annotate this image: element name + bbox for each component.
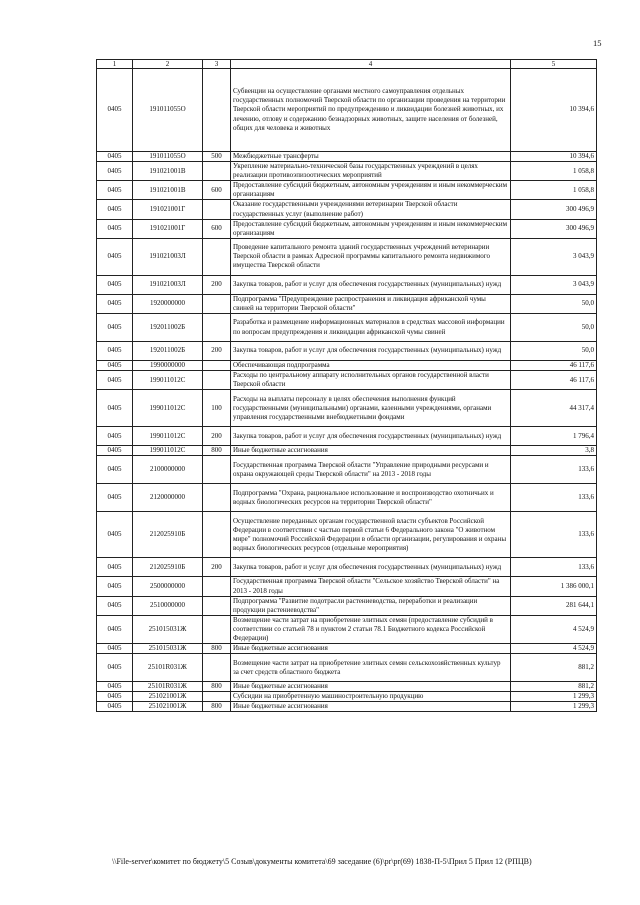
row-target-article: 191011055O [133,69,203,152]
row-section-code: 0405 [97,427,133,446]
table-row [97,181,597,200]
row-amount: 1 058,8 [511,162,597,181]
row-expense-type: 600 [203,181,231,200]
row-section-code: 0405 [97,644,133,654]
row-description: Субсидии на приобретенную машиностроительную продукцию [231,692,511,702]
row-amount: 1 058,8 [511,181,597,200]
row-expense-type: 800 [203,682,231,692]
row-description: Закупка товаров, работ и услуг для обеспечения государственных (муниципальных) нужд [231,427,511,446]
row-section-code: 0405 [97,615,133,643]
row-target-article: 199011012С [133,446,203,456]
row-target-article: 191021001Г [133,200,203,219]
header-col-3: 3 [203,60,231,69]
row-section-code: 0405 [97,342,133,361]
row-section-code: 0405 [97,314,133,342]
row-section-code: 0405 [97,69,133,152]
row-target-article: 191011055O [133,152,203,162]
row-amount: 4 524,9 [511,615,597,643]
row-amount: 133,6 [511,456,597,484]
row-target-article: 2120000000 [133,484,203,512]
row-expense-type: 800 [203,446,231,456]
table-row [97,162,597,181]
row-amount: 881,2 [511,654,597,682]
table-row [97,69,597,152]
header-col-1: 1 [97,60,133,69]
row-amount: 281 644,1 [511,596,597,615]
table-row [97,390,597,427]
row-expense-type: 500 [203,152,231,162]
row-target-article: 2100000000 [133,456,203,484]
row-expense-type [203,371,231,390]
row-description: Предоставление субсидий бюджетным, автономным учреждениям и иным некоммерческим организациям [231,181,511,200]
row-target-article: 2500000000 [133,577,203,596]
row-description: Укрепление материально-технической базы государственных учреждений в целях реализации противоэпизоотических мероприятий [231,162,511,181]
table-row [97,314,597,342]
row-target-article: 192011002Б [133,314,203,342]
row-description: Подпрограмма "Предупреждение распространения и ликвидация африканской чумы свиней на территории Тверской области" [231,294,511,313]
row-expense-type [203,615,231,643]
row-section-code: 0405 [97,577,133,596]
row-target-article: 192011002Б [133,342,203,361]
row-amount: 44 317,4 [511,390,597,427]
row-section-code: 0405 [97,181,133,200]
table-header-row [97,60,597,69]
row-expense-type: 200 [203,342,231,361]
table-row [97,456,597,484]
row-section-code: 0405 [97,162,133,181]
row-amount: 3 043,9 [511,275,597,294]
row-expense-type: 200 [203,427,231,446]
row-amount: 10 394,6 [511,69,597,152]
row-description: Иные бюджетные ассигнования [231,644,511,654]
row-amount: 300 496,9 [511,200,597,219]
row-amount: 133,6 [511,512,597,558]
row-target-article: 251021001Ж [133,692,203,702]
row-expense-type [203,238,231,275]
row-description: Проведение капитального ремонта зданий государственных учреждений ветеринарии Тверской области в рамках Адресной программы капитального ремонта недвижимого имущества Тверской области [231,238,511,275]
table-row [97,644,597,654]
row-section-code: 0405 [97,200,133,219]
row-description: Закупка товаров, работ и услуг для обеспечения государственных (муниципальных) нужд [231,342,511,361]
table-row [97,577,597,596]
table-row [97,682,597,692]
row-target-article: 212025910Б [133,512,203,558]
table-row [97,702,597,712]
row-section-code: 0405 [97,558,133,577]
row-amount: 46 117,6 [511,371,597,390]
row-amount: 1 386 000,1 [511,577,597,596]
row-description: Оказание государственными учреждениями ветеринарии Тверской области государственных услуг (выполнение работ) [231,200,511,219]
row-expense-type [203,654,231,682]
row-expense-type [203,577,231,596]
row-target-article: 191021003Л [133,275,203,294]
header-col-2: 2 [133,60,203,69]
row-section-code: 0405 [97,512,133,558]
row-target-article: 191021001В [133,162,203,181]
row-expense-type: 800 [203,644,231,654]
row-target-article: 25101R031Ж [133,682,203,692]
row-amount: 881,2 [511,682,597,692]
table-row [97,512,597,558]
table-row [97,371,597,390]
row-description: Осуществление переданных органам государственной власти субъектов Российской Федерации в соответствии с частью первой статьи 6 Федерального закона "О животном мире" полномочий Российской Федерации в области организации, регулирования и охраны водных биологических ресурсов (отдельные мероприятия) [231,512,511,558]
row-section-code: 0405 [97,219,133,238]
file-path-footer: \\File-server\комитет по бюджету\5 Созыв\документы комитета\69 заседание (6)\pr\pr(69) 1838-П-5\Прил 5 Прил 12 (РПЦВ) [112,857,532,866]
row-section-code: 0405 [97,654,133,682]
row-description: Закупка товаров, работ и услуг для обеспечения государственных (муниципальных) нужд [231,558,511,577]
row-section-code: 0405 [97,152,133,162]
row-section-code: 0405 [97,456,133,484]
row-target-article: 251021001Ж [133,702,203,712]
header-col-4: 4 [231,60,511,69]
row-expense-type [203,692,231,702]
table-row [97,275,597,294]
row-description: Государственная программа Тверской области "Сельское хозяйство Тверской области" на 2013 - 2018 годы [231,577,511,596]
row-description: Расходы по центральному аппарату исполнительных органов государственной власти Тверской области [231,371,511,390]
row-expense-type [203,361,231,371]
row-target-article: 191021001Г [133,219,203,238]
table-row [97,596,597,615]
row-expense-type [203,294,231,313]
row-description: Обеспечивающая подпрограмма [231,361,511,371]
row-expense-type: 100 [203,390,231,427]
row-expense-type [203,69,231,152]
row-section-code: 0405 [97,275,133,294]
row-description: Расходы на выплаты персоналу в целях обеспечения выполнения функций государственными (муниципальными) органами, казенными учреждениями, органами управления государственными внебюджетными фондами [231,390,511,427]
table-row [97,238,597,275]
row-amount: 3,8 [511,446,597,456]
row-amount: 133,6 [511,558,597,577]
table-row [97,427,597,446]
row-amount: 1 299,3 [511,692,597,702]
row-section-code: 0405 [97,484,133,512]
table-row [97,200,597,219]
row-description: Иные бюджетные ассигнования [231,446,511,456]
table-row [97,484,597,512]
row-description: Подпрограмма "Развитие подотрасли растениеводства, переработки и реализации продукции растениеводства" [231,596,511,615]
row-amount: 1 796,4 [511,427,597,446]
row-expense-type: 200 [203,275,231,294]
row-section-code: 0405 [97,596,133,615]
row-expense-type: 600 [203,219,231,238]
table-row [97,654,597,682]
page-number: 15 [593,38,602,48]
row-section-code: 0405 [97,238,133,275]
row-target-article: 199011012С [133,427,203,446]
budget-table [96,59,597,712]
row-section-code: 0405 [97,294,133,313]
row-amount: 133,6 [511,484,597,512]
row-description: Возмещение части затрат на приобретение элитных семян сельскохозяйственных культур за счет средств областного бюджета [231,654,511,682]
row-target-article: 25101R031Ж [133,654,203,682]
row-expense-type [203,314,231,342]
row-amount: 300 496,9 [511,219,597,238]
table-row [97,342,597,361]
row-expense-type [203,200,231,219]
row-description: Иные бюджетные ассигнования [231,702,511,712]
row-amount: 50,0 [511,294,597,313]
row-amount: 4 524,9 [511,644,597,654]
row-expense-type [203,484,231,512]
row-description: Подпрограмма "Охрана, рациональное использование и воспроизводство охотничьих и водных биологических ресурсов на территории Тверской области" [231,484,511,512]
row-amount: 46 117,6 [511,361,597,371]
table-row [97,219,597,238]
row-amount: 3 043,9 [511,238,597,275]
row-target-article: 251015031Ж [133,644,203,654]
row-expense-type [203,596,231,615]
table-row [97,692,597,702]
table-row [97,294,597,313]
row-section-code: 0405 [97,702,133,712]
header-col-5: 5 [511,60,597,69]
row-description: Субвенции на осуществление органами местного самоуправления отдельных государственных полномочий Тверской области по организации проведения на территории Тверской области мероприятий по предупреждению и ликвидации болезней животных, их лечению, отлову и содержанию безнадзорных животных, защите населения от болезней, общих для человека и животных [231,69,511,152]
table-row [97,615,597,643]
row-target-article: 1990000000 [133,361,203,371]
row-section-code: 0405 [97,692,133,702]
row-expense-type: 800 [203,702,231,712]
table-row [97,446,597,456]
row-target-article: 2510000000 [133,596,203,615]
row-amount: 1 299,3 [511,702,597,712]
row-target-article: 191021003Л [133,238,203,275]
row-description: Закупка товаров, работ и услуг для обеспечения государственных (муниципальных) нужд [231,275,511,294]
row-target-article: 191021001В [133,181,203,200]
row-amount: 50,0 [511,314,597,342]
row-section-code: 0405 [97,361,133,371]
row-target-article: 199011012С [133,390,203,427]
row-amount: 50,0 [511,342,597,361]
row-section-code: 0405 [97,446,133,456]
row-description: Иные бюджетные ассигнования [231,682,511,692]
row-target-article: 251015031Ж [133,615,203,643]
row-expense-type [203,456,231,484]
row-expense-type [203,162,231,181]
row-target-article: 1920000000 [133,294,203,313]
row-expense-type [203,512,231,558]
row-description: Возмещение части затрат на приобретение элитных семян (предоставление субсидий в соответствии со статьей 78 и пунктом 2 статьи 78.1 Бюджетного кодекса Российской Федерации) [231,615,511,643]
table-row [97,152,597,162]
table-row [97,361,597,371]
row-description: Предоставление субсидий бюджетным, автономным учреждениям и иным некоммерческим организациям [231,219,511,238]
row-description: Государственная программа Тверской области "Управление природными ресурсами и охрана окружающей среды Тверской области" на 2013 - 2018 годы [231,456,511,484]
row-target-article: 199011012С [133,371,203,390]
row-amount: 10 394,6 [511,152,597,162]
row-description: Разработка и размещение информационных материалов в средствах массовой информации по вопросам предупреждения и ликвидации африканской чумы свиней [231,314,511,342]
row-section-code: 0405 [97,682,133,692]
row-description: Межбюджетные трансферты [231,152,511,162]
row-section-code: 0405 [97,390,133,427]
row-section-code: 0405 [97,371,133,390]
row-expense-type: 200 [203,558,231,577]
table-row [97,558,597,577]
row-target-article: 212025910Б [133,558,203,577]
